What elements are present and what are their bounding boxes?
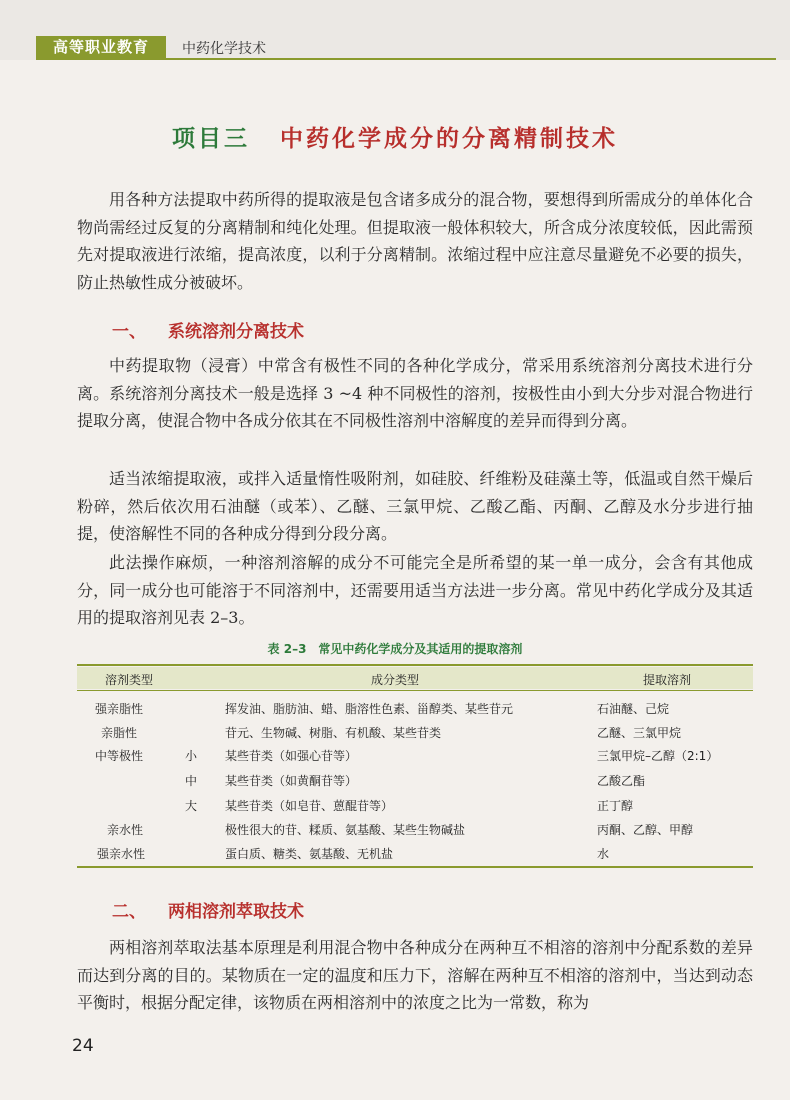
table-cell-type: 中等极性 bbox=[95, 749, 144, 763]
table-cell-solvent: 石油醚、己烷 bbox=[597, 702, 670, 716]
section2-paragraph-1: 两相溶剂萃取法基本原理是利用混合物中各种成分在两种互不相溶的溶剂中分配系数的差异而达到分离的目的。某物质在一定的温度和压力下，溶解在两种互不相溶的溶剂中，当达到动态平衡时，根据分配定律，该物质在两相溶剂中的浓度之比为一常数，称为 bbox=[77, 938, 753, 1012]
table-cell-type: 强亲水性 bbox=[97, 847, 146, 861]
table-cell-component: 蛋白质、糖类、氨基酸、无机盐 bbox=[225, 847, 394, 861]
table-cell-component: 某些苷类（如皂苷、蒽醌苷等） bbox=[225, 799, 394, 813]
table-cell-type: 强亲脂性 bbox=[95, 702, 144, 716]
table-cell-component: 某些苷类（如强心苷等） bbox=[225, 749, 358, 763]
section1-paragraph-1: 中药提取物（浸膏）中常含有极性不同的各种化学成分，常采用系统溶剂分离技术进行分离。系统溶剂分离技术一般是选择 3 ~4 种不同极性的溶剂，按极性由小到大分步对混合物进行提取分离，使混合物中各成分依其在不同极性溶剂中溶解度的差异而得到分离。 bbox=[77, 356, 753, 430]
table-header-cell: 成分类型 bbox=[371, 673, 420, 687]
table-cell-solvent: 三氯甲烷–乙醇（2:1） bbox=[597, 749, 719, 763]
table-header-rule bbox=[77, 690, 753, 691]
table-bottom-rule bbox=[77, 866, 753, 868]
section-heading-1 bbox=[112, 317, 304, 342]
table-cell-component: 某些苷类（如黄酮苷等） bbox=[225, 774, 358, 788]
title-text: 中药化学成分的分离精制技术 bbox=[280, 126, 618, 152]
table-cell-solvent: 水 bbox=[597, 847, 610, 861]
page-number: 24 bbox=[72, 1036, 94, 1056]
table-caption: 表 2–3 常见中药化学成分及其适用的提取溶剂 bbox=[267, 642, 523, 656]
header-divider bbox=[36, 58, 776, 60]
page-title bbox=[0, 120, 790, 153]
table-cell-solvent: 丙酮、乙醇、甲醇 bbox=[597, 823, 694, 837]
section1-paragraph-3: 此法操作麻烦，一种溶剂溶解的成分不可能完全是所希望的某一单一成分，会含有其他成分，同一成分也可能溶于不同溶剂中，还需要用适当方法进一步分离。常见中药化学成分及其适用的提取溶剂见表 2–3。 bbox=[77, 553, 753, 627]
table-top-rule bbox=[77, 664, 753, 666]
table-cell-polarity: 大 bbox=[185, 799, 198, 813]
table-cell-type: 亲脂性 bbox=[101, 726, 138, 740]
section-heading-2 bbox=[112, 897, 304, 922]
section-number: 二、 bbox=[112, 902, 146, 922]
table-cell-component: 苷元、生物碱、树脂、有机酸、某些苷类 bbox=[225, 726, 442, 740]
project-label: 项目三 bbox=[172, 126, 250, 152]
table-cell-component: 挥发油、脂肪油、蜡、脂溶性色素、甾醇类、某些苷元 bbox=[225, 702, 514, 716]
series-label: 高等职业教育 bbox=[36, 36, 166, 58]
section-title: 系统溶剂分离技术 bbox=[168, 322, 304, 342]
section1-paragraph-2: 适当浓缩提取液，或拌入适量惰性吸附剂，如硅胶、纤维粉及硅藻土等，低温或自然干燥后粉碎，然后依次用石油醚（或苯）、乙醚、三氯甲烷、乙酸乙酯、丙酮、乙醇及水分步进行抽提，使溶解性不同的各种成分得到分段分离。 bbox=[77, 469, 753, 543]
table-cell-solvent: 乙酸乙酯 bbox=[597, 774, 646, 788]
section-number: 一、 bbox=[112, 322, 146, 342]
table-header-cell: 溶剂类型 bbox=[105, 673, 154, 687]
table-cell-polarity: 小 bbox=[185, 749, 198, 763]
table-cell-component: 极性很大的苷、糅质、氨基酸、某些生物碱盐 bbox=[225, 823, 466, 837]
table-header-cell: 提取溶剂 bbox=[643, 673, 692, 687]
table-cell-solvent: 正丁醇 bbox=[597, 799, 634, 813]
section-title: 两相溶剂萃取技术 bbox=[168, 902, 304, 922]
intro-paragraph: 用各种方法提取中药所得的提取液是包含诸多成分的混合物，要想得到所需成分的单体化合物尚需经过反复的分离精制和纯化处理。但提取液一般体积较大，所含成分浓度较低，因此需预先对提取液进行浓缩，提高浓度，以利于分离精制。浓缩过程中应注意尽量避免不必要的损失，防止热敏性成分被破坏。 bbox=[77, 190, 753, 292]
table-cell-type: 亲水性 bbox=[107, 823, 144, 837]
table-cell-solvent: 乙醚、三氯甲烷 bbox=[597, 726, 682, 740]
course-label: 中药化学技术 bbox=[182, 41, 266, 57]
table-cell-polarity: 中 bbox=[185, 774, 198, 788]
